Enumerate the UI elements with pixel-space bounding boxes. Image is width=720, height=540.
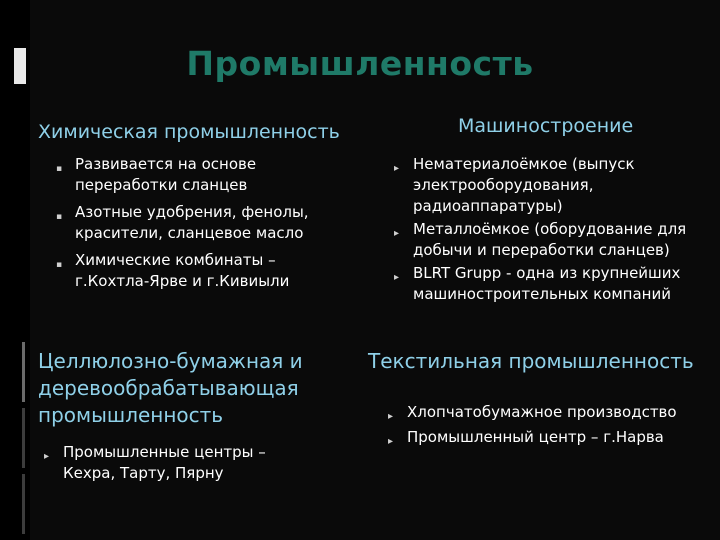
decor-bar — [22, 408, 25, 468]
list-item: ▪ Азотные удобрения, фенолы, красители, сланцевое масло — [56, 203, 309, 242]
square-bullet-icon: ▪ — [56, 164, 63, 174]
square-bullet-icon: ▪ — [56, 212, 63, 222]
decor-bar — [22, 342, 25, 402]
list-item: ▸ Нематериалоёмкое (выпуск электрооборудования, радиоаппаратуры) — [394, 155, 635, 215]
list-item: ▸ Хлопчатобумажное производство — [407, 402, 697, 423]
arrow-bullet-icon: ▸ — [388, 411, 394, 422]
list-item: ▸ Промышленный центр – г.Нарва — [407, 427, 697, 448]
arrow-bullet-icon: ▸ — [394, 228, 400, 239]
heading-textile: Текстильная промышленность — [368, 349, 694, 373]
arrow-bullet-icon: ▸ — [394, 163, 400, 174]
list-item: ▪ Химические комбинаты – г.Кохтла-Ярве и г.Кивиыли — [56, 251, 290, 290]
heading-pulp-paper: Целлюлозно-бумажная и деревообрабатывающая промышленность — [38, 349, 303, 427]
decor-bar — [22, 474, 25, 534]
arrow-bullet-icon: ▸ — [394, 272, 400, 283]
list-item: ▸ Промышленные центры – Кехра, Тарту, Пярну — [44, 443, 266, 482]
heading-chemical: Химическая промышленность — [38, 121, 340, 143]
list-item: ▪ Развивается на основе переработки сланцев — [56, 155, 257, 194]
arrow-bullet-icon: ▸ — [388, 436, 394, 447]
list-chemical — [56, 154, 325, 298]
list-pulp-paper — [44, 442, 293, 490]
arrow-bullet-icon: ▸ — [44, 451, 50, 462]
heading-machine-building: Машиностроение — [458, 115, 634, 137]
slide-title: Промышленность — [186, 44, 534, 83]
square-bullet-icon: ▪ — [56, 260, 63, 270]
list-textile — [388, 402, 697, 454]
list-machine-building — [394, 154, 698, 311]
list-item: ▸ BLRT Grupp - одна из крупнейших машиностроительных компаний — [394, 264, 681, 303]
list-item: ▸ Металлоёмкое (оборудование для добычи и переработки сланцев) — [394, 220, 687, 259]
